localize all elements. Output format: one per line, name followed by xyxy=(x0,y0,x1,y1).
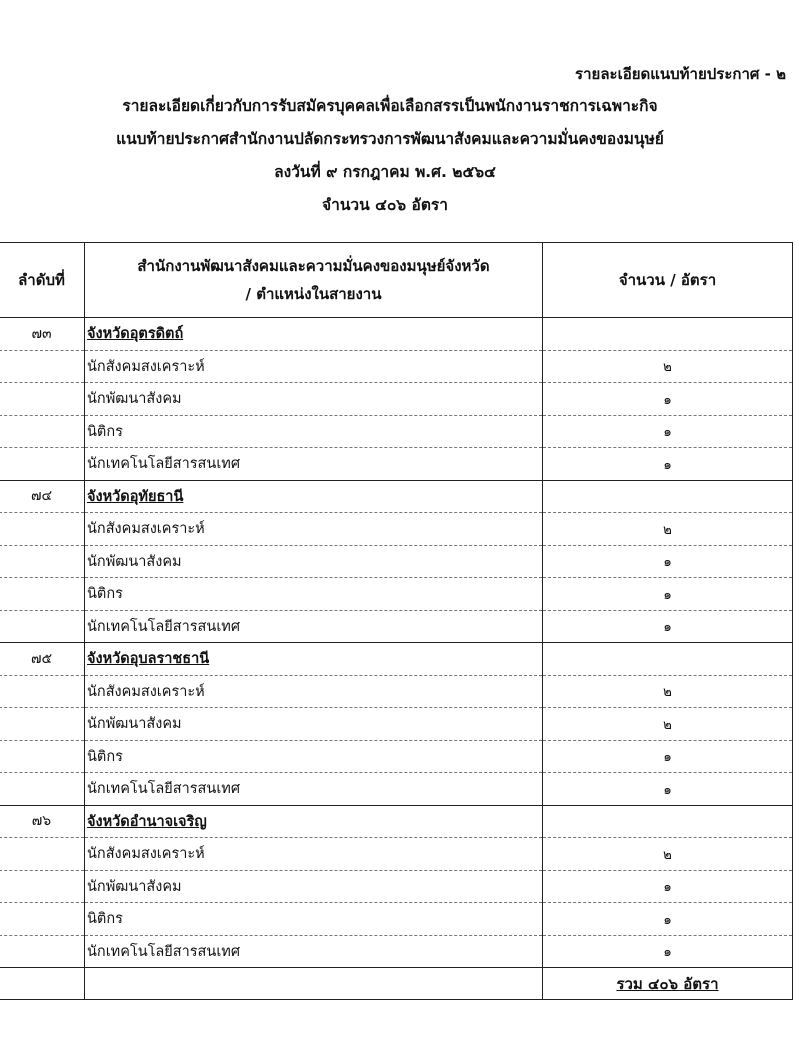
row-number-empty xyxy=(0,415,85,448)
row-number-empty xyxy=(0,935,85,968)
position-count: ๑ xyxy=(543,870,793,903)
position-row xyxy=(0,838,793,871)
position-row xyxy=(0,350,793,383)
position-row xyxy=(0,578,793,611)
position-title: นักพัฒนาสังคม xyxy=(85,383,543,416)
position-title: นิติกร xyxy=(85,415,543,448)
position-title: นักเทคโนโลยีสารสนเทศ xyxy=(85,448,543,481)
row-number-empty xyxy=(0,675,85,708)
position-row xyxy=(0,610,793,643)
table-header-row xyxy=(0,243,793,318)
position-row xyxy=(0,870,793,903)
province-row xyxy=(0,318,793,351)
row-number-empty xyxy=(0,610,85,643)
column-header-count: จำนวน / อัตรา xyxy=(543,243,793,318)
row-number-empty xyxy=(0,448,85,481)
position-row xyxy=(0,675,793,708)
position-count: ๑ xyxy=(543,448,793,481)
column-header-office-line2: / ตำแหน่งในสายงาน xyxy=(245,285,382,303)
position-count: ๒ xyxy=(543,838,793,871)
position-count: ๑ xyxy=(543,740,793,773)
position-row xyxy=(0,740,793,773)
document-subtitle: แนบท้ายประกาศสำนักงานปลัดกระทรวงการพัฒนาสังคมและความมั่นคงของมนุษย์ xyxy=(116,130,664,148)
province-row xyxy=(0,805,793,838)
appendix-label: รายละเอียดแนบท้ายประกาศ - ๒ xyxy=(575,65,786,83)
position-title: นักเทคโนโลยีสารสนเทศ xyxy=(85,935,543,968)
row-number: ๗๓ xyxy=(0,318,85,351)
row-number-empty xyxy=(0,545,85,578)
position-count: ๑ xyxy=(543,415,793,448)
province-count-cell xyxy=(543,318,793,351)
total-empty-office xyxy=(85,968,543,1000)
position-count: ๑ xyxy=(543,610,793,643)
position-count: ๑ xyxy=(543,773,793,806)
row-number-empty xyxy=(0,838,85,871)
province-name: จังหวัดอำนาจเจริญ xyxy=(85,805,543,838)
province-count-cell xyxy=(543,643,793,676)
province-row xyxy=(0,480,793,513)
row-number: ๗๖ xyxy=(0,805,85,838)
position-title: นิติกร xyxy=(85,740,543,773)
position-title: นิติกร xyxy=(85,903,543,936)
row-number-empty xyxy=(0,578,85,611)
positions-table xyxy=(0,242,793,1000)
position-count: ๑ xyxy=(543,545,793,578)
position-title: นักพัฒนาสังคม xyxy=(85,870,543,903)
row-number-empty xyxy=(0,513,85,546)
row-number-empty xyxy=(0,383,85,416)
province-name: จังหวัดอุตรดิตถ์ xyxy=(85,318,543,351)
position-title: นักสังคมสงเคราะห์ xyxy=(85,838,543,871)
row-number-empty xyxy=(0,773,85,806)
position-title: นักพัฒนาสังคม xyxy=(85,708,543,741)
position-count: ๑ xyxy=(543,903,793,936)
province-name: จังหวัดอุบลราชธานี xyxy=(85,643,543,676)
position-title: นักเทคโนโลยีสารสนเทศ xyxy=(85,773,543,806)
position-row xyxy=(0,903,793,936)
position-row xyxy=(0,415,793,448)
province-count-cell xyxy=(543,805,793,838)
position-row xyxy=(0,545,793,578)
row-number-empty xyxy=(0,903,85,936)
position-row xyxy=(0,773,793,806)
position-title: นักสังคมสงเคราะห์ xyxy=(85,350,543,383)
position-count: ๒ xyxy=(543,513,793,546)
position-title: นักสังคมสงเคราะห์ xyxy=(85,675,543,708)
position-count: ๑ xyxy=(543,935,793,968)
row-number-empty xyxy=(0,740,85,773)
position-count: ๑ xyxy=(543,383,793,416)
position-row xyxy=(0,513,793,546)
row-number: ๗๕ xyxy=(0,643,85,676)
position-title: นิติกร xyxy=(85,578,543,611)
total-empty-no xyxy=(0,968,85,1000)
position-count: ๒ xyxy=(543,675,793,708)
province-name: จังหวัดอุทัยธานี xyxy=(85,480,543,513)
document-position-count: จำนวน ๔๐๖ อัตรา xyxy=(322,196,448,214)
position-row xyxy=(0,935,793,968)
position-count: ๒ xyxy=(543,350,793,383)
total-row xyxy=(0,968,793,1000)
document-date: ลงวันที่ ๙ กรกฎาคม พ.ศ. ๒๕๖๔ xyxy=(274,163,496,181)
row-number-empty xyxy=(0,708,85,741)
position-count: ๑ xyxy=(543,578,793,611)
column-header-no: ลำดับที่ xyxy=(0,243,85,318)
position-row xyxy=(0,708,793,741)
position-count: ๒ xyxy=(543,708,793,741)
province-row xyxy=(0,643,793,676)
position-row xyxy=(0,383,793,416)
row-number: ๗๔ xyxy=(0,480,85,513)
position-title: นักเทคโนโลยีสารสนเทศ xyxy=(85,610,543,643)
position-title: นักพัฒนาสังคม xyxy=(85,545,543,578)
column-header-office xyxy=(85,243,543,318)
row-number-empty xyxy=(0,350,85,383)
document-title: รายละเอียดเกี่ยวกับการรับสมัครบุคคลเพื่อเลือกสรรเป็นพนักงานราชการเฉพาะกิจ xyxy=(122,97,658,115)
total-count: รวม ๔๐๖ อัตรา xyxy=(543,968,793,1000)
position-row xyxy=(0,448,793,481)
province-count-cell xyxy=(543,480,793,513)
row-number-empty xyxy=(0,870,85,903)
position-title: นักสังคมสงเคราะห์ xyxy=(85,513,543,546)
column-header-office-line1: สำนักงานพัฒนาสังคมและความมั่นคงของมนุษย์จังหวัด xyxy=(137,257,490,275)
